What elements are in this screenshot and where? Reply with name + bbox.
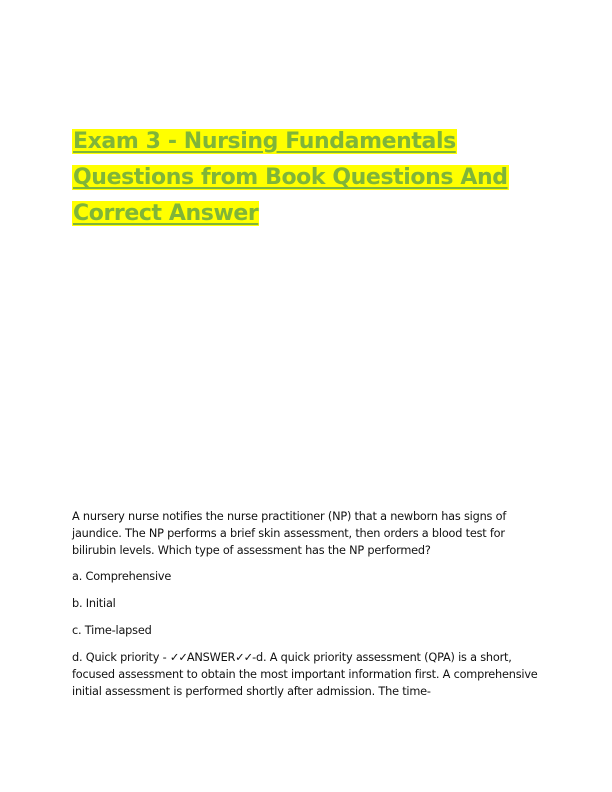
answer-paragraph <box>72 649 546 700</box>
title-line-1 <box>72 124 542 160</box>
title-line-1-text: Exam 3 - Nursing Fundamentals <box>73 129 456 154</box>
document-title <box>72 124 542 232</box>
title-line-3-text: Correct Answer <box>73 201 259 226</box>
answer-checks-left: ✓✓ <box>169 651 187 664</box>
title-line-2 <box>72 160 542 196</box>
question-text: A nursery nurse notifies the nurse practitioner (NP) that a newborn has signs of jaundice. The NP performs a brief skin assessment, then orders a blood test for bilirubin levels. Which type of assessment has the NP performed? <box>72 510 507 557</box>
answer-prefix: d. Quick priority - <box>72 651 170 664</box>
question-block <box>72 508 546 700</box>
answer-text: -d. A quick priority assessment (QPA) is a short, focused assessment to obtain the most important information first. A comprehensive initial assessment is performed shortly after admission. The time- <box>72 651 538 698</box>
title-line-2-text: Questions from Book Questions And <box>73 165 508 190</box>
answer-label: ANSWER <box>186 651 236 664</box>
option-b: b. Initial <box>72 597 116 610</box>
title-line-3 <box>72 196 542 232</box>
answer-checks-right: ✓✓ <box>235 651 253 664</box>
option-a: a. Comprehensive <box>72 570 172 583</box>
option-c: c. Time-lapsed <box>72 624 152 637</box>
